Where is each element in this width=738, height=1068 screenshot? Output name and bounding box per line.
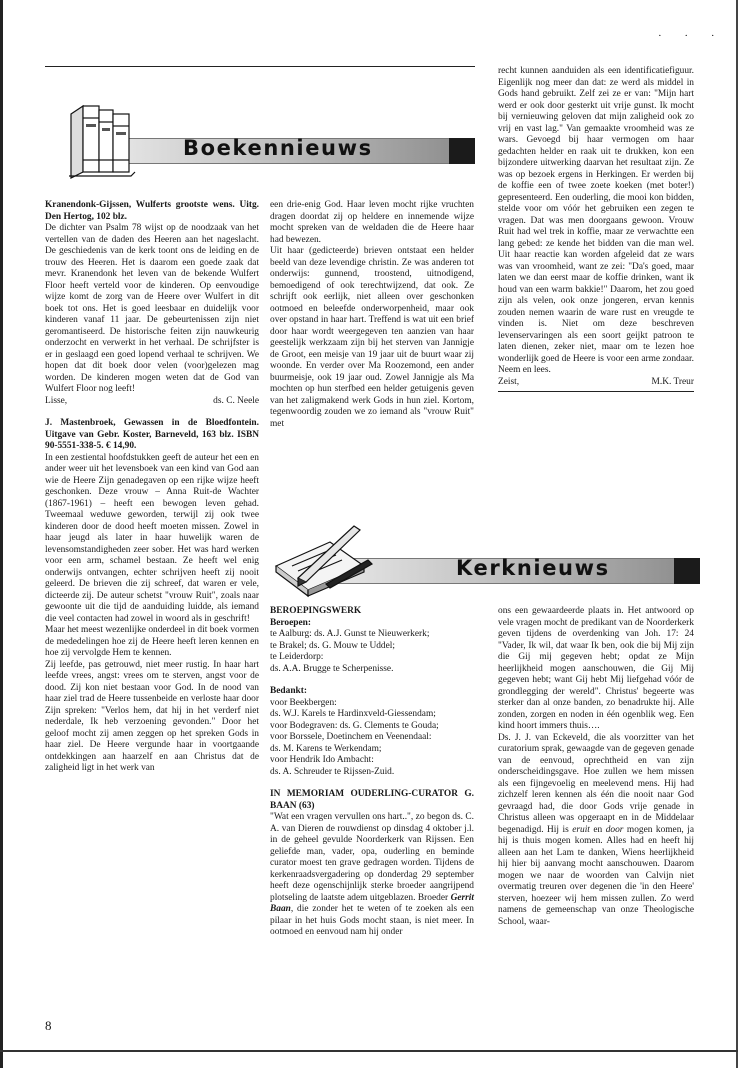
review-body: Uit haar (gedicteerde) brieven ontstaat een helder beeld van deze levendige christin. Ze was anderen tot onderwijs: gunnend, troostend, uitnodigend, bemoedigend of ook terechtwijzend, dat ook. Ze schrijft ook eerlijk, niet alleen over geschonken ootmoed en beleefde onderworpenheid, maar ook over opstand in haar hart. Treffend is wat uit een brief door haar wordt weergegeven ten aanzien van haar geestelijk werkzaam zijn bij het sterven van Jannigje de Groot, een meisje van 19 jaar uit de buurt waar zij woonde. En verder over Ma Roozemond, een ander buurmeisje, ook 19 jaar oud. Zowel Jannigje als Ma mochten op hun sterfbed een helder getuigenis geven van het zaligmakend werk Gods in hun ziel. Kortom, tegenwoordig zouden we zo iemand als "vrouw Ruit" met xyxy=(270,246,474,429)
list-item: te Leiderdorp: xyxy=(270,652,324,662)
banner-bar-end xyxy=(674,558,700,584)
memoriam-body: ons een gewaardeerde plaats in. Het antwoord op vele vragen mocht de predikant van de Noorderkerk geven tijdens de overdenking van Joh. 17: 24 "Vader, Ik wil, dat waar Ik ben, ook die bij Mij zijn die Gij mij gegeven hebt; opdat ze Mijn heerlijkheid mogen aanschouwen, die Gij Mij gegeven hebt; want Gij hebt Mij liefgehad vóór de grondlegging der wereld". Christus' begeerte was sterker dan al onze banden, zo benadrukte hij. Alle zonden, zorgen en noden in één ogenblik weg. Een kind hoort immers thuis…. xyxy=(498,606,694,731)
column-right-bottom xyxy=(498,606,694,928)
column-middle-top xyxy=(270,200,474,430)
memoriam-text: "Wat een vragen vervullen ons hart..", zo begon ds. C. A. van Dieren de rouwdienst op dinsdag 4 oktober j.l. in de geheel gevulde Noorderkerk van Rijssen. Een geliefde man, vader, opa, ouderling en beminde curator moest ten grave gedragen worden. Tijdens de kerkenraadsvergadering op donderdag 29 september heeft deze ogenschijnlijk sterke broeder aangrijpend plotseling de laatste adem uitgeblazen. Broeder xyxy=(270,812,474,903)
scan-edge xyxy=(0,0,3,1068)
scan-edge xyxy=(0,1050,738,1052)
review-body: In een zestiental hoofdstukken geeft de auteur het een en ander weer uit het levensboek van een kind van God aan wie de Heere Zijn genadegaven op een rijke wijze heeft geschonken. Deze vrouw – Anna Ruit-de Wachter (1867-1961) – heeft een bewogen leven gehad. Tweemaal weduwe geworden, terwijl zij ook twee kinderen door de dood heeft moeten missen. Zowel in haar jeugd als later in haar huwelijk waren de levensomstandigheden zeer sober. Het was hard werken voor een arm, schamel bestaan. Ze heeft wel enig onderwijs ontvangen, echter schrijven heeft zij nooit geleerd. De brieven die zij schreef, dat waren er vele, dicteerde zij. De auteur schetst "vrouw Ruit", zoals naar gewoonte uit die tijd de aanduiding luidde, als iemand die veel contacten had zowel in woord als in geschrift! xyxy=(45,452,259,624)
memoriam-heading: IN MEMORIAM OUDERLING-CURATOR G. BAAN (63) xyxy=(270,789,474,811)
top-rule xyxy=(45,66,475,67)
page-number: 8 xyxy=(45,1018,52,1033)
signature-place: Lisse, xyxy=(45,395,68,406)
review-body: een drie-enig God. Haar leven mocht rijke vruchten dragen doordat zij op heldere en innemende wijze mocht spreken van de weldaden die de Heere haar had bewezen. xyxy=(270,200,474,245)
review-heading: J. Mastenbroek, Gewassen in de Bloedfontein. Uitgave van Gebr. Koster, Barneveld, 163 blz. ISBN 90-5551-338-5. € 14,90. xyxy=(45,418,259,451)
kerknieuws-banner xyxy=(268,520,700,600)
column-middle-bottom xyxy=(270,606,474,939)
memoriam-body xyxy=(270,812,474,939)
review-signature xyxy=(45,396,259,408)
scan-specks: · · · xyxy=(658,30,725,42)
memoriam-text: , die zonder het te weten of te zoeken als een pilaar in het huis Gods mocht staan, is niet meer. In ootmoed en eenvoud nam hij onder xyxy=(270,904,474,937)
list-item: voor Hendrik Ido Ambacht: xyxy=(270,755,374,765)
signature-author: M.K. Treur xyxy=(651,376,694,387)
memoriam-text: en xyxy=(589,824,606,835)
list-item: ds. A. Schreuder te Rijssen-Zuid. xyxy=(270,766,395,777)
books-icon xyxy=(65,100,141,180)
review-body: Maar het meest wezenlijke onderdeel in dit boek vormen de mededelingen hoe zij de Heere heeft leren kennen en hoe zij vervolgde Hem te kennen. xyxy=(45,625,259,658)
column-left xyxy=(45,200,259,775)
list-item: voor Borssele, Doetinchem en Veenendaal: xyxy=(270,732,432,742)
memoriam-text: Ds. J. J. van Eckeveld, die als voorzitter van het curatorium sprak, gewaagde van de gegeven genade van de eenvoud, oprechtheid en van zijn onderscheidingsgave. Hoe zullen we hem missen als een fijngevoelig en meelevend mens. Hij had zichzelf leren kennen als één die nooit naar God gevraagd had, die door Gods vrije genade in Christus alleen was opgeraapt en in de Middelaar begenadigd. Hij is xyxy=(498,732,694,835)
review-signature xyxy=(498,377,694,389)
boekennieuws-title: Boekennieuws xyxy=(183,136,373,160)
boekennieuws-banner xyxy=(65,100,475,180)
section-heading: BEROEPINGSWERK xyxy=(270,606,362,616)
review-heading: Kranendonk-Gijssen, Wulferts grootste wens. Uitg. Den Hertog, 102 blz. xyxy=(45,200,259,222)
kerknieuws-title: Kerknieuws xyxy=(456,556,610,580)
list-item: voor Beekbergen: xyxy=(270,697,337,708)
list-item: ds. A.A. Brugge te Scherpenisse. xyxy=(270,663,394,674)
quill-document-icon xyxy=(268,520,378,600)
column-right-top xyxy=(498,66,694,392)
signature-author: ds. C. Neele xyxy=(213,395,259,406)
memoriam-emphasis: door xyxy=(605,824,624,835)
list-item: ds. W.J. Karels te Hardinxveld-Giessendam; xyxy=(270,709,436,719)
banner-bar-end xyxy=(449,138,475,164)
list-item: te Aalburg: ds. A.J. Gunst te Nieuwerkerk; xyxy=(270,629,430,639)
review-body: De dichter van Psalm 78 wijst op de noodzaak van het vertellen van de daden des Heeren aan het nageslacht. De geschiedenis van de kerk toont ons de leiding en de trouw des Heeren. Het is daarom een goede zaak dat mevr. Kranendonk het leven van de bekende Wulfert Floor heeft verteld voor de kinderen. Op eenvoudige wijze komt de zorg van de Heere over Wulfert in dit boek tot ons. Het is goed leesbaar en duidelijk voor kinderen vanaf 11 jaar. De gebeurtenissen zijn niet geromantiseerd. De historische feiten zijn nauwkeurig onderzocht en verwerkt in het verhaal. De schrijfster is er in geslaagd een goed lopend verhaal te schrijven. We hopen dat dit boek door velen (voor)gelezen mag worden. De kinderen mogen weten dat de God van Wulfert Floor nog leeft! xyxy=(45,223,259,394)
list-item: te Brakel; ds. G. Mouw te Uddel; xyxy=(270,640,395,651)
review-body: recht kunnen aanduiden als een identificatiefiguur. Eigenlijk nog meer dan dat: ze werd als middel in Gods hand gebruikt. Zelf zei ze er van: "Mijn hart werd er ook door gesterkt uit vrije gunst. Ik mocht bij vernieuwing geloven dat mijn zaligheid ook zo vrij en vast lag." Van gemaakte vroomheid was ze wars. Gevoegd bij haar vermogen om haar gedachten helder en raak uit te drukken, kon een bijzondere uitwerking daarvan het resultaat zijn. Ze was op bezoek ergens in Herkingen. Er werden bij de koffie een of twee zoete koeken (met boter!) gepresenteerd. Een ouderling, die mooi kon bidden, stelde voor om vóór het gebruiken een zegen te vragen. Dat was men doorgaans gewoon. Vrouw Ruit had wel trek in koffie, maar ze verwachtte een lang gebed: ze kende het bidden van die man wel. Uit haar reactie kan worden afgeleid dat ze wars was van vroomheid, want ze zei: "Da's goed, maar laten we dan eerst maar de koffie drinken, want ik houd van een warm bakkie!" Daarom, het zou goed zijn als velen, ook onze jongeren, ervan kennis zouden nemen waarin de ware rust en vreugde te vinden is. Niet om deze beschreven levenservaringen als een soort geijkt patroon te laten dienen, zeker niet, maar om te lezen hoe wonderlijk goed de Heere is voor een arme zondaar. Neem en lees. xyxy=(498,66,694,375)
beroepen-label: Beroepen: xyxy=(270,617,311,628)
memoriam-body xyxy=(498,733,694,929)
signature-place: Zeist, xyxy=(498,376,520,387)
list-item: voor Bodegraven: ds. G. Clements te Gouda; xyxy=(270,720,439,731)
memoriam-emphasis: eruit xyxy=(572,824,590,835)
review-body: Zij leefde, pas getrouwd, niet meer rustig. In haar hart leefde vrees, angst: vrees om te sterven, angst voor de dood. Zij kon niet bestaan voor God. In de nood van haar ziel trad de Heere tussenbeide en verloste haar door Zijn spreken: "Verlos hem, dat hij in het verderf niet nederdale, Ik heb verzoening gevonden." Door het geloof mocht zij amen zeggen op het spreken Gods in haar ziel. De Heere vergunde haar in voortgaande ontdekkingen aan haarzelf en aan Christus dat de zaligheid ligt in het werk van xyxy=(45,659,259,773)
column-end-rule xyxy=(498,391,694,392)
memoriam-text: mogen komen, ja hij is thuis mogen komen. Alles had en heeft hij alleen aan het Lam te danken, Wiens heerlijkheid hij hier bij aanvang mocht aanschouwen. Daarom mogen we naar de woorden van Calvijn niet overmatig treuren over degenen die 'in den Heere' sterven, hoezeer wij hem missen zullen. Zo werd namens de gemeenschap van onze Theologische School, waar- xyxy=(498,824,694,927)
memoriam-name: Gerrit Baan xyxy=(270,892,474,914)
list-item: ds. M. Karens te Werkendam; xyxy=(270,743,382,754)
bedankt-label: Bedankt: xyxy=(270,686,307,696)
